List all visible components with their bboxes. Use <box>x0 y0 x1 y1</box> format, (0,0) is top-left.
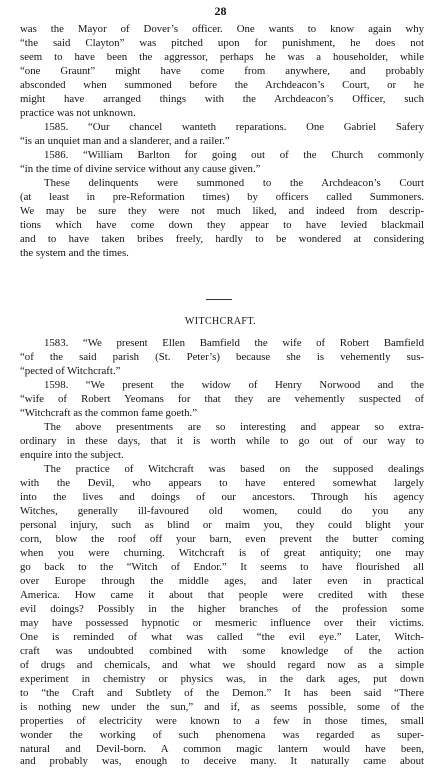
text-line: “one Graunt” might have come from anywhere, and probably <box>20 65 424 77</box>
text-line: 1585. “Our chancel wanteth reparations. One Gabriel Safery <box>44 121 424 133</box>
text-line: of drugs and chemicals, and what we should regard now as a simple <box>20 659 424 671</box>
text-line: “pected of Witchcraft.” <box>20 365 121 377</box>
text-line: tions which have come down they appear to have levied blackmail <box>20 219 424 231</box>
text-line: The above presentments are so interesting and appear so extra- <box>44 421 424 433</box>
text-line: “Witchcraft as the common fame goeth.” <box>20 407 198 419</box>
text-line: “is an unquiet man and a slanderer, and a railer.” <box>20 135 230 147</box>
text-line: is nothing new under the sun,” and if, as seems possible, some of the <box>20 701 424 713</box>
page-number: 28 <box>214 4 227 18</box>
text-line: “in the time of divine service without any cause given.” <box>20 163 261 175</box>
text-line: “wife of Robert Yeomans for that they are vehemently suspected of <box>20 393 424 405</box>
text-line: “the said Clayton” was pitched upon for punishment, he does not <box>20 37 424 49</box>
text-line: and to have taken bribes freely, hardly to be wondered at considering <box>20 233 424 245</box>
text-line: enquire into the subject. <box>20 449 124 461</box>
text-line: might have arranged things with the Archdeacon’s Officer, such <box>20 93 424 105</box>
text-line: seem to have been the aggressor, perhaps he was a householder, while <box>20 51 424 63</box>
text-line: go back to the “Witch of Endor.” It seems to have flourished all <box>20 561 424 573</box>
text-line: 1586. “William Barlton for going out of the Church commonly <box>44 149 424 161</box>
text-line: The practice of Witchcraft was based on the supposed dealings <box>44 463 424 475</box>
text-line: corn, blow the roof off your barn, even prevent the butter coming <box>20 533 424 545</box>
text-line: evil doings? Possibly in the higher branches of the profession some <box>20 603 424 615</box>
text-line: absconded when summoned before the Archdeacon’s Court, or he <box>20 79 424 91</box>
text-line: natural and Devil-born. A common magic lantern would have been, <box>20 743 424 755</box>
text-line: to “the Craft and Subtlety of the Demon.” It has been said “There <box>20 687 424 699</box>
text-line: 1583. “We present Ellen Bamfield the wife of Robert Bamfield <box>44 337 424 349</box>
text-line: may have possessed hypnotic or mesmeric influence over their victims. <box>20 617 424 629</box>
text-line: properties of electricity were known to a few in those times, small <box>20 715 424 727</box>
text-line: when you were churning. Witchcraft is of great antiquity; one may <box>20 547 424 559</box>
text-line: and probably was, enough to deceive many. It naturally came about <box>20 755 424 767</box>
text-line: 1598. “We present the widow of Henry Norwood and the <box>44 379 424 391</box>
text-line: the system and the times. <box>20 247 129 259</box>
text-line: (at least in pre-Reformation times) by officers called Summoners. <box>20 191 424 203</box>
text-line: America. How came it about that people were credited with these <box>20 589 424 601</box>
text-line: experiment in chemistry or physics was, in the dark ages, put down <box>20 673 424 685</box>
text-line: with the Devil, who appears to have entered somewhat largely <box>20 477 424 489</box>
text-line: One is reminded of what was called “the evil eye.” Later, Witch- <box>20 631 424 643</box>
text-line: craft was undoubted combined with some knowledge of the action <box>20 645 424 657</box>
text-line: into the lives and doings of our ancestors. Through his agency <box>20 491 424 503</box>
text-line: “of the said parish (St. Peter’s) because she is vehemently sus- <box>20 351 424 363</box>
section-heading: WITCHCRAFT. <box>184 316 257 327</box>
section-divider <box>206 299 232 300</box>
text-line: Witches, generally ill-favoured old women, could do you any <box>20 505 424 517</box>
text-line: was the Mayor of Dover’s officer. One wants to know again why <box>20 23 424 35</box>
text-line: We may be sure they were not much liked, and indeed from descrip- <box>20 205 424 217</box>
text-line: over Europe through the middle ages, and later even in practical <box>20 575 424 587</box>
text-line: personal injury, such as blind or maim you, they could blight your <box>20 519 424 531</box>
text-line: practice was not unknown. <box>20 107 136 119</box>
text-line: wonder the working of such phenomena was regarded as super- <box>20 729 424 741</box>
text-line: ordinary in these days, that it is worth while to go out of our way to <box>20 435 424 447</box>
text-line: These delinquents were summoned to the Archdeacon’s Court <box>44 177 424 189</box>
